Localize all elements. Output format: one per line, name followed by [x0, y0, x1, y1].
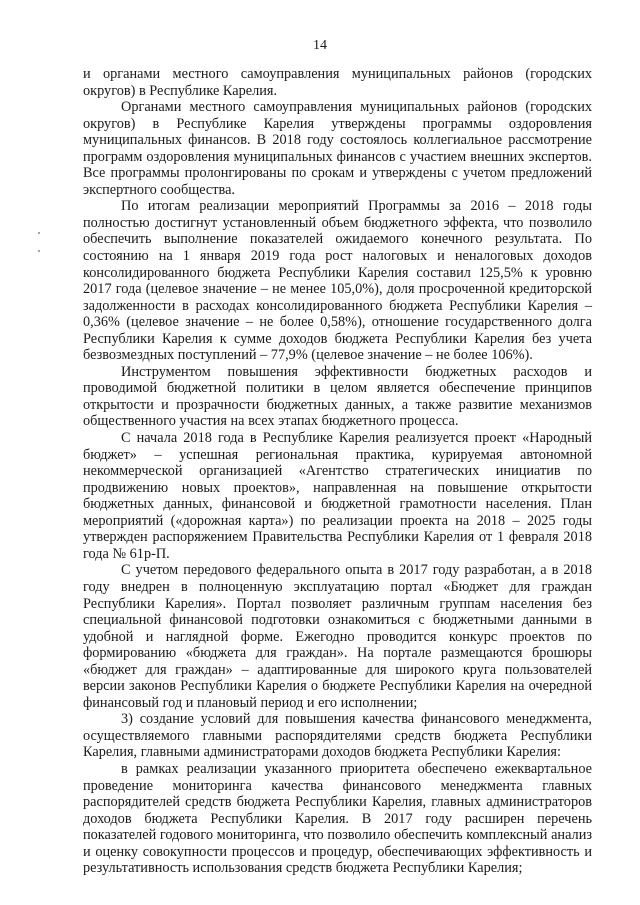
paragraph-continuation: и органами местного самоуправления муниципальных районов (городских округов) в Республике Карелия. [83, 66, 592, 99]
paragraph-citizens-portal: С учетом передового федерального опыта в 2017 году разработан, а в 2018 году внедрен в полноценную эксплуатацию портал «Бюджет для граждан Республики Карелия». Портал позволяет различным группам населения без специальной финансовой подготовки ознакомиться с бюджетными данными в удобной и наглядной форме. Ежегодно проводится конкурс проектов по формированию «бюджета для граждан». На портале размещаются брошюры «бюджет для граждан» – адаптированные для широкого круга пользователей версии законов Республики Карелия о бюджете Республики Карелия на очередной финансовый год и плановый период и его исполнении; [83, 562, 592, 711]
scan-speck [38, 250, 40, 252]
page-number: 14 [313, 38, 327, 53]
paragraph-transparency: Инструментом повышения эффективности бюджетных расходов и проводимой бюджетной политики в целом является обеспечение принципов открытости и прозрачности бюджетных данных, а также развитие механизмов общественного участия на всех этапах бюджетного процесса. [83, 363, 592, 430]
document-body [83, 66, 592, 877]
paragraph-item-3: 3) создание условий для повышения качества финансового менеджмента, осуществляемого главными распорядителями средств бюджета Республики Карелия, главными администраторами доходов бюджета Республики Карелия: [83, 711, 592, 761]
paragraph-program-results: По итогам реализации мероприятий Программы за 2016 – 2018 годы полностью достигнут установленный объем бюджетного эффекта, что позволило обеспечить выполнение показателей ожидаемого конечного результата. По состоянию на 1 января 2019 года рост налоговых и неналоговых доходов консолидированного бюджета Республики Карелия составил 125,5% к уровню 2017 года (целевое значение – не менее 105,0%), доля просроченной кредиторской задолженности в расходах консолидированного бюджета Республики Карелия – 0,36% (целевое значение – не более 0,58%), отношение государственного долга Республики Карелия к сумме доходов бюджета Республики Карелия без учета безвозмездных поступлений – 77,9% (целевое значение – не более 106%). [83, 198, 592, 364]
paragraph-municipal-programs: Органами местного самоуправления муниципальных районов (городских округов) в Республике Карелия утверждены программы оздоровления муниципальных финансов. В 2018 году состоялось коллегиальное рассмотрение программ оздоровления муниципальных финансов с участием внешних экспертов. Все программы пролонгированы по срокам и утверждены с учетом предложений экспертного сообщества. [83, 99, 592, 198]
paragraph-peoples-budget: С начала 2018 года в Республике Карелия реализуется проект «Народный бюджет» – успешная региональная практика, курируемая автономной некоммерческой организацией «Агентство стратегических инициатив по продвижению новых проектов», направленная на повышение открытости бюджетных данных, финансовой и бюджетной грамотности населения. План мероприятий («дорожная карта») по реализации проекта на 2018 – 2025 годы утвержден распоряжением Правительства Республики Карелия от 1 февраля 2018 года № 61р-П. [83, 430, 592, 562]
scan-speck [38, 232, 40, 234]
paragraph-monitoring: в рамках реализации указанного приоритета обеспечено ежеквартальное проведение мониторинга качества финансового менеджмента главных распорядителей средств бюджета Республики Карелия, главных администраторов доходов бюджета Республики Карелия. В 2017 году расширен перечень показателей годового мониторинга, что позволило обеспечить комплексный анализ и оценку совокупности процессов и процедур, обеспечивающих эффективность и результативность использования средств бюджета Республики Карелия; [83, 760, 592, 877]
